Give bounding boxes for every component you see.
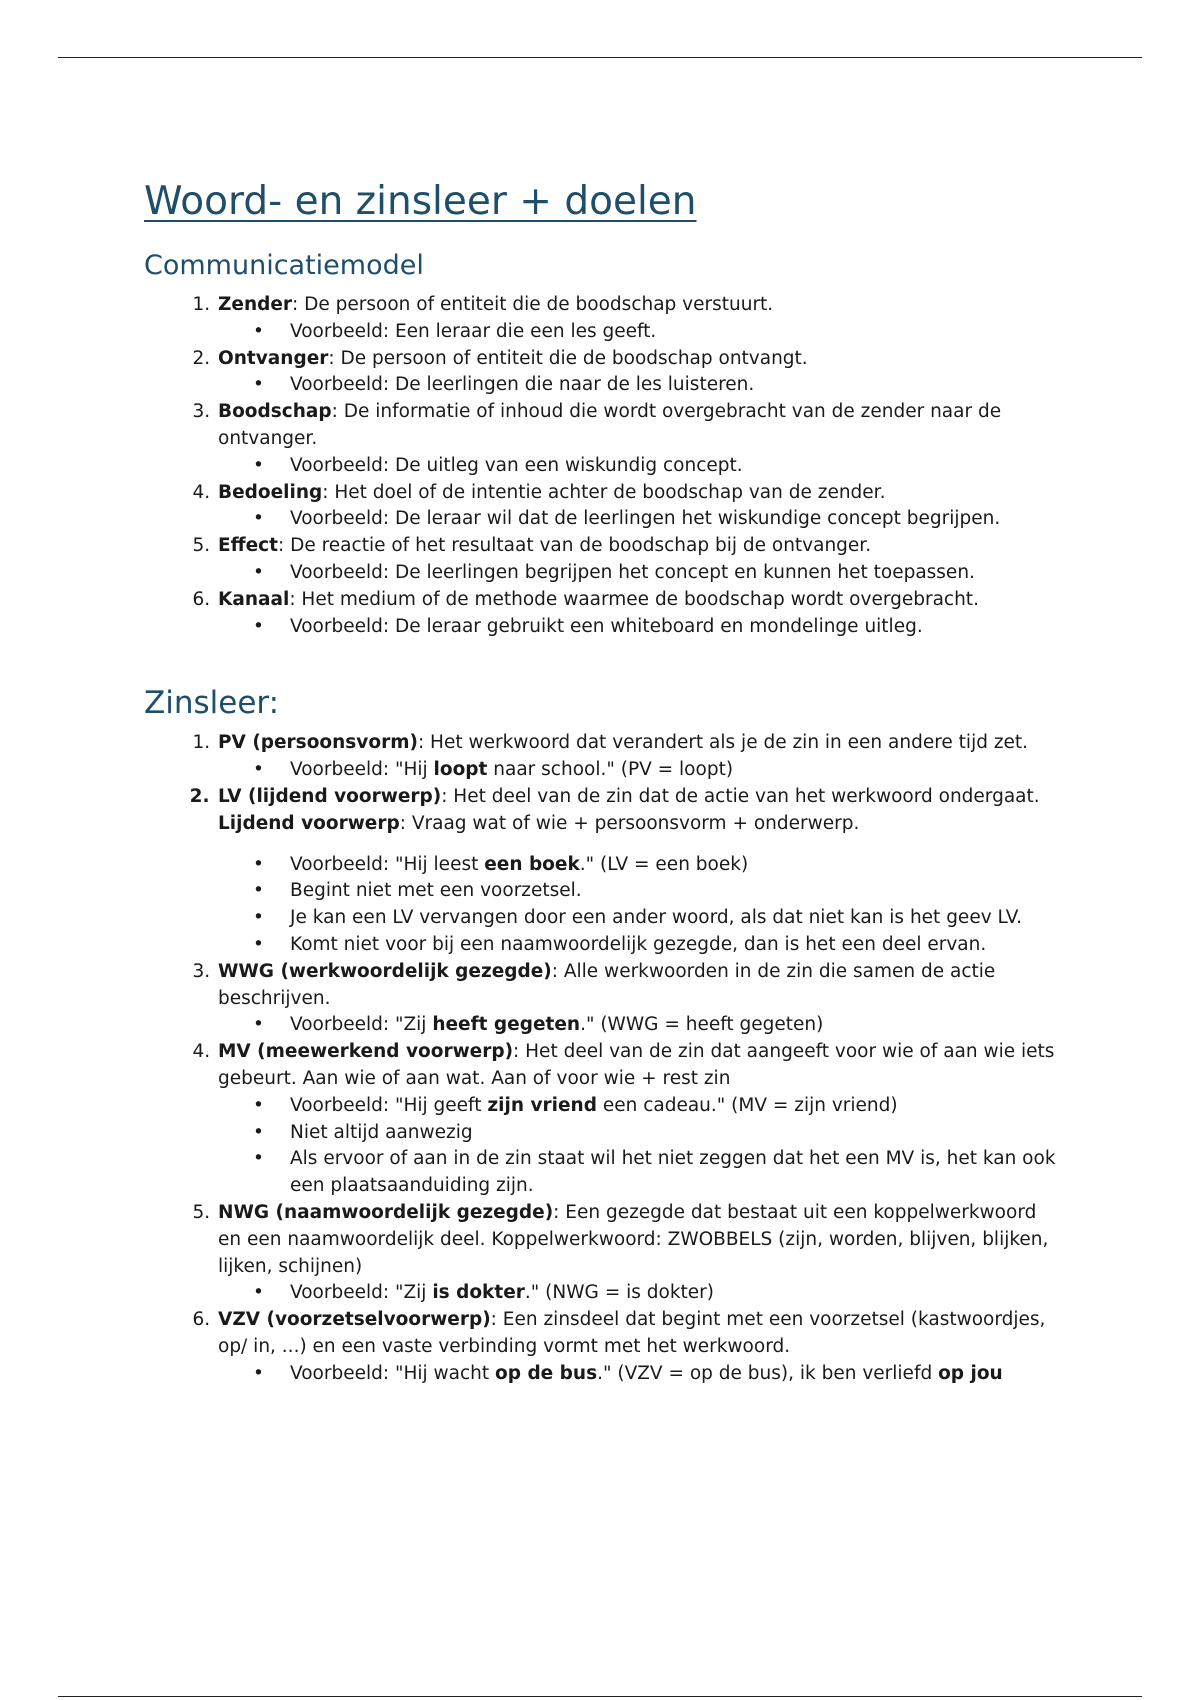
list-item	[216, 1307, 1064, 1387]
list-item	[216, 959, 1064, 1039]
item-text: : De reactie of het resultaat van de boodschap bij de ontvanger.	[277, 535, 872, 557]
bullet-item	[290, 1280, 1064, 1307]
item-text: : De persoon of entiteit die de boodschap ontvangt.	[328, 347, 808, 369]
list-item	[216, 784, 1064, 959]
bullet-text: Voorbeeld: De leerlingen begrijpen het concept en kunnen het toepassen.	[290, 561, 975, 583]
bullet-text: Komt niet voor bij een naamwoordelijk gezegde, dan is het een deel ervan.	[290, 933, 987, 955]
bullet-list	[218, 319, 1064, 346]
bullet-text: Voorbeeld: De uitleg van een wiskundig concept.	[290, 454, 743, 476]
item-text: : Het doel of de intentie achter de boodschap van de zender.	[322, 481, 886, 503]
bullet-list	[218, 1361, 1064, 1388]
item-term: NWG (naamwoordelijk gezegde)	[218, 1201, 554, 1223]
item-text: : De persoon of entiteit die de boodschap verstuurt.	[292, 294, 774, 315]
item-term: Ontvanger	[218, 347, 329, 369]
bullet-text: Voorbeeld: "Zij	[290, 1014, 433, 1036]
item-extra-line	[218, 811, 1064, 838]
bullet-item	[290, 1146, 1064, 1200]
bullet-list	[218, 1093, 1064, 1200]
item-term: Kanaal	[218, 588, 290, 610]
item-term: LV (lijdend voorwerp)	[218, 785, 442, 807]
document-title: Woord- en zinsleer + doelen	[144, 179, 697, 224]
bullet-item	[290, 453, 1064, 480]
bullet-item	[290, 932, 1064, 959]
bullet-item	[290, 1361, 1064, 1388]
item-term: Bedoeling	[218, 481, 323, 503]
bullet-bold-text: loopt	[433, 759, 488, 781]
bullet-bold-text: zijn vriend	[487, 1094, 597, 1116]
bullet-text: ." (VZV = op de bus), ik ben verliefd	[597, 1362, 939, 1384]
bullet-text: Voorbeeld: De leerlingen die naar de les luisteren.	[290, 374, 755, 396]
item-term: VZV (voorzetselvoorwerp)	[218, 1309, 491, 1331]
bottom-rule	[58, 1696, 1142, 1697]
bullet-text: naar school." (PV = loopt)	[487, 759, 734, 781]
bullet-list	[218, 757, 1064, 784]
bullet-list	[218, 1012, 1064, 1039]
item-term: PV (persoonsvorm)	[218, 732, 418, 754]
item-term: Effect	[218, 535, 278, 557]
bullet-text: Voorbeeld: "Hij leest	[290, 853, 485, 875]
zinsleer-list	[144, 730, 1064, 1387]
list-item	[216, 399, 1064, 479]
bullet-item	[290, 1093, 1064, 1120]
bullet-item	[290, 614, 1064, 641]
list-item	[216, 346, 1064, 400]
item-term: Zender	[218, 294, 293, 315]
list-item	[216, 480, 1064, 534]
bullet-bold-text: is dokter	[432, 1282, 525, 1304]
bullet-list	[218, 852, 1064, 959]
list-item	[216, 587, 1064, 641]
list-item	[216, 533, 1064, 587]
bullet-text: Begint niet met een voorzetsel.	[290, 880, 582, 902]
section-heading-communicatiemodel: Communicatiemodel	[144, 250, 424, 281]
item-extra-term: Lijdend voorwerp	[218, 812, 400, 834]
bullet-item	[290, 372, 1064, 399]
bullet-text: Voorbeeld: "Hij wacht	[290, 1362, 496, 1384]
communicatiemodel-list	[144, 292, 1064, 640]
bullet-list	[218, 453, 1064, 480]
bullet-text: Voorbeeld: De leraar wil dat de leerlingen het wiskundige concept begrijpen.	[290, 508, 1001, 530]
bullet-text: Niet altijd aanwezig	[290, 1121, 473, 1143]
bullet-bold-text: heeft gegeten	[432, 1014, 581, 1036]
bullet-text: een cadeau." (MV = zijn vriend)	[596, 1094, 898, 1116]
bullet-item	[290, 506, 1064, 533]
item-text: : Een gezegde dat bestaat uit een koppelwerkwoord en een naamwoordelijk deel. Koppelwerkwoord: ZWOBBELS (zijn, worden, blijven, blijken, lijken, schijnen)	[218, 1201, 1049, 1277]
section-heading-zinsleer: Zinsleer:	[144, 685, 280, 722]
bullet-text: Als ervoor of aan in de zin staat wil het niet zeggen dat het een MV is, het kan ook een plaatsaanduiding zijn.	[290, 1148, 1056, 1197]
item-term: WWG (werkwoordelijk gezegde)	[218, 960, 552, 982]
bullet-list	[218, 372, 1064, 399]
bullet-text: ." (WWG = heeft gegeten)	[580, 1014, 824, 1036]
item-term: MV (meewerkend voorwerp)	[218, 1041, 514, 1063]
bullet-item	[290, 878, 1064, 905]
bullet-list	[218, 614, 1064, 641]
top-rule	[58, 57, 1142, 58]
bullet-text: Voorbeeld: Een leraar die een les geeft.	[290, 320, 657, 342]
bullet-list	[218, 1280, 1064, 1307]
bullet-text: Voorbeeld: "Zij	[290, 1282, 433, 1304]
item-text: : Het deel van de zin dat de actie van het werkwoord ondergaat.	[441, 785, 1040, 807]
page-content	[144, 176, 1064, 1387]
bullet-bold-text: op jou	[938, 1362, 1003, 1384]
bullet-text: Voorbeeld: "Hij	[290, 759, 434, 781]
item-text: : Het deel van de zin dat aangeeft voor wie of aan wie iets gebeurt. Aan wie of aan wat. Aan of voor wie + rest zin	[218, 1041, 1055, 1089]
bullet-text: ." (LV = een boek)	[579, 853, 749, 875]
item-text: : Het medium of de methode waarmee de boodschap wordt overgebracht.	[289, 588, 979, 610]
item-text: : De informatie of inhoud die wordt overgebracht van de zender naar de ontvanger.	[218, 401, 1002, 449]
bullet-item	[290, 905, 1064, 932]
bullet-item	[290, 852, 1064, 879]
bullet-bold-text: op de bus	[495, 1362, 598, 1384]
bullet-text: ." (NWG = is dokter)	[524, 1282, 715, 1304]
item-text: : Een zinsdeel dat begint met een voorzetsel (kastwoordjes, op/ in, ...) en een vaste verbinding vormt met het werkwoord.	[218, 1309, 1046, 1357]
bullet-item	[290, 1012, 1064, 1039]
list-item	[216, 730, 1064, 784]
list-item	[216, 1039, 1064, 1200]
item-extra-text: : Vraag wat of wie + persoonsvorm + onderwerp.	[399, 812, 860, 834]
list-item	[216, 1200, 1064, 1307]
list-item	[216, 292, 1064, 346]
bullet-text: Voorbeeld: "Hij geeft	[290, 1094, 488, 1116]
bullet-item	[290, 1120, 1064, 1147]
bullet-list	[218, 560, 1064, 587]
bullet-item	[290, 560, 1064, 587]
bullet-bold-text: een boek	[484, 853, 580, 875]
bullet-item	[290, 319, 1064, 346]
bullet-list	[218, 506, 1064, 533]
item-term: Boodschap	[218, 401, 332, 423]
bullet-text: Je kan een LV vervangen door een ander woord, als dat niet kan is het geev LV.	[290, 907, 1022, 929]
item-text: : Alle werkwoorden in de zin die samen de actie beschrijven.	[218, 960, 996, 1009]
item-text: : Het werkwoord dat verandert als je de zin in een andere tijd zet.	[417, 732, 1029, 754]
bullet-item	[290, 757, 1064, 784]
bullet-text: Voorbeeld: De leraar gebruikt een whiteboard en mondelinge uitleg.	[290, 615, 923, 637]
